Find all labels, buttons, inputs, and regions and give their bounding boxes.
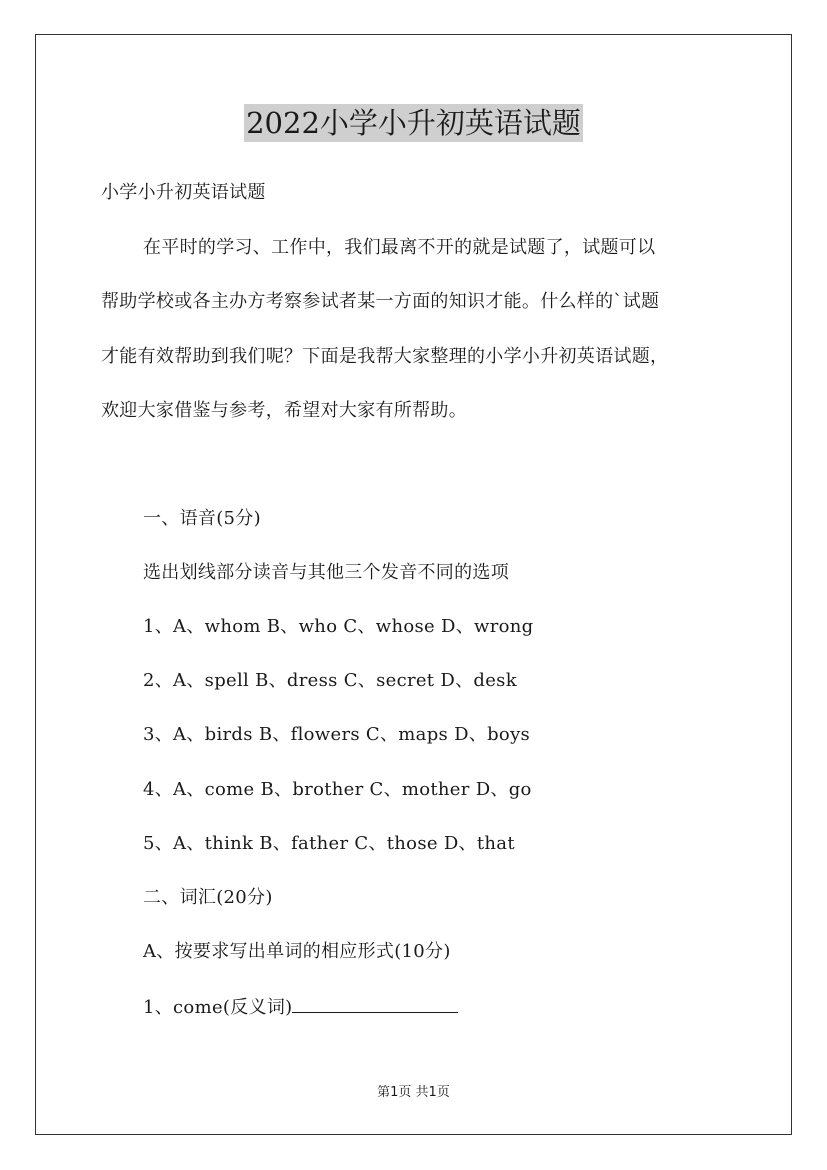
intro-line-3: 才能有效帮助到我们呢？下面是我帮大家整理的小学小升初英语试题，: [101, 346, 669, 367]
document-subtitle: 小学小升初英语试题: [101, 182, 266, 203]
question-4: 4、A、come B、brother C、mother D、go: [143, 779, 532, 800]
document-title: 2022小学小升初英语试题: [246, 106, 581, 140]
intro-line-2: 帮助学校或各主办方考察参试者某一方面的知识才能。什么样的`试题: [101, 291, 660, 312]
answer-blank: [292, 994, 458, 1013]
vocab-question-1: [143, 994, 458, 1020]
question-1: 1、A、whom B、who C、whose D、wrong: [143, 616, 534, 637]
page-footer: 第1页 共1页: [377, 1085, 450, 1100]
section2-part-a: A、按要求写出单词的相应形式(10分): [143, 941, 451, 962]
intro-line-1: 在平时的学习、工作中，我们最离不开的就是试题了，试题可以: [143, 237, 656, 258]
question-3: 3、A、birds B、flowers C、maps D、boys: [143, 724, 531, 745]
section1-heading: 一、语音(5分): [143, 508, 261, 529]
intro-line-4: 欢迎大家借鉴与参考，希望对大家有所帮助。: [101, 400, 467, 421]
question-2: 2、A、spell B、dress C、secret D、desk: [143, 670, 517, 691]
question-5: 5、A、think B、father C、those D、that: [143, 833, 515, 854]
vocab-question-1-text: 1、come(反义词): [143, 997, 293, 1018]
title-container: [0, 104, 827, 142]
section1-instruction: 选出划线部分读音与其他三个发音不同的选项: [143, 562, 509, 583]
section2-heading: 二、词汇(20分): [143, 887, 273, 908]
